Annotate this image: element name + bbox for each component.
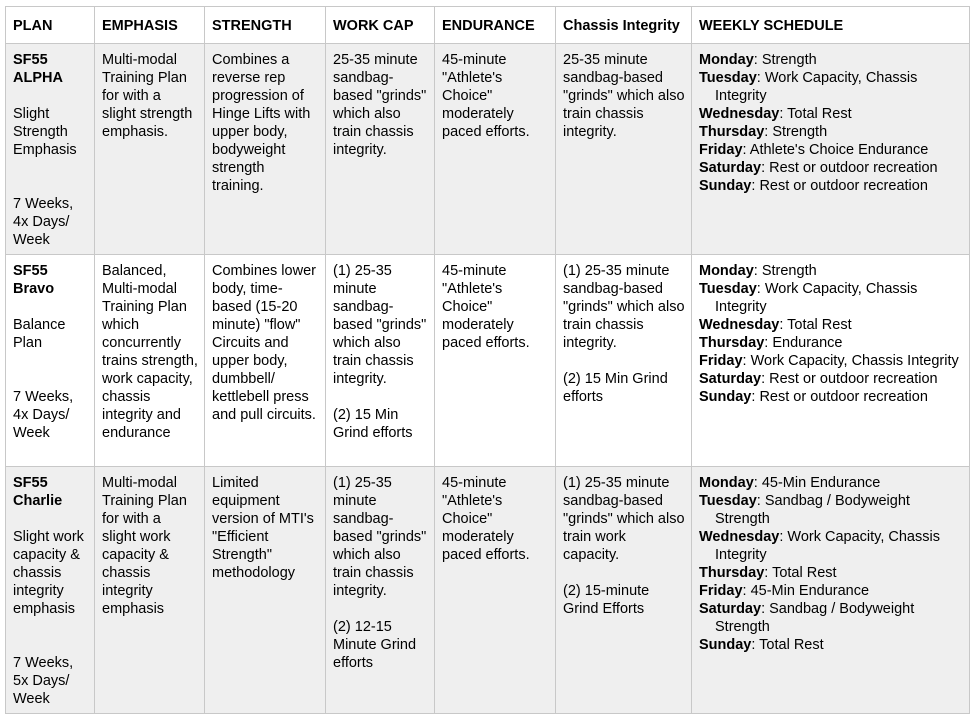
schedule-cell (692, 44, 970, 255)
day-label: Friday (699, 583, 743, 599)
work-cap-item: (1) 25-35 minute sandbag-based "grinds" which also train chassis integrity. (333, 475, 427, 599)
work-cap-cell (326, 467, 435, 714)
emphasis-cell: Multi-modal Training Plan for with a slight work capacity & chassis integrity emphasis (95, 467, 205, 714)
day-activity: Total Rest (787, 106, 852, 122)
day-activity: Rest or outdoor recreation (759, 389, 928, 405)
emphasis-cell: Multi-modal Training Plan for with a slight strength emphasis. (95, 44, 205, 255)
schedule-day: Sunday: Rest or outdoor recreation (699, 178, 928, 194)
day-activity: Rest or outdoor recreation (769, 371, 938, 387)
day-label: Sunday (699, 389, 752, 405)
day-label: Monday (699, 263, 754, 279)
chassis-item: (1) 25-35 minute sandbag-based "grinds" which also train chassis integrity. (563, 263, 685, 351)
chassis-cell (556, 44, 692, 255)
chassis-item: (2) 15 Min Grind efforts (563, 371, 668, 405)
schedule-cell (692, 467, 970, 714)
day-activity: Total Rest (787, 317, 852, 333)
strength-cell: Limited equipment version of MTI's "Efficient Strength" methodology (205, 467, 326, 714)
plan-duration: 7 Weeks, 5x Days/ Week (13, 655, 74, 707)
day-label: Tuesday (699, 70, 757, 86)
day-label: Monday (699, 52, 754, 68)
plan-cell (6, 44, 95, 255)
day-label: Tuesday (699, 493, 757, 509)
schedule-day: Friday: Work Capacity, Chassis Integrity (699, 353, 959, 369)
schedule-day: Friday: Athlete's Choice Endurance (699, 142, 929, 158)
day-activity: Athlete's Choice Endurance (749, 142, 929, 158)
plan-subtitle: Slight Strength Emphasis (13, 106, 77, 158)
endurance-cell: 45-minute "Athlete's Choice" moderately paced efforts. (435, 467, 556, 714)
day-activity: Endurance (772, 335, 843, 351)
header-weekly-schedule: WEEKLY SCHEDULE (692, 7, 970, 44)
day-activity: Work Capacity, Chassis Integrity (715, 70, 918, 104)
header-row (6, 7, 970, 44)
schedule-day: Monday: Strength (699, 263, 817, 279)
day-label: Thursday (699, 335, 765, 351)
day-activity: Total Rest (772, 565, 837, 581)
endurance-cell: 45-minute "Athlete's Choice" moderately paced efforts. (435, 44, 556, 255)
endurance-cell: 45-minute "Athlete's Choice" moderately paced efforts. (435, 255, 556, 467)
schedule-day: Friday: 45-Min Endurance (699, 583, 870, 599)
work-cap-cell (326, 44, 435, 255)
day-label: Wednesday (699, 529, 780, 545)
schedule-cell (692, 255, 970, 467)
schedule-day: Tuesday: Work Capacity, Chassis Integrity (699, 70, 918, 104)
day-label: Saturday (699, 601, 762, 617)
day-label: Friday (699, 353, 743, 369)
day-label: Sunday (699, 637, 752, 653)
schedule-day: Tuesday: Sandbag / Bodyweight Strength (699, 493, 910, 527)
plan-code: SF55 Charlie (13, 475, 63, 509)
day-label: Wednesday (699, 317, 780, 333)
header-plan: PLAN (6, 7, 95, 44)
chassis-cell (556, 255, 692, 467)
day-label: Saturday (699, 160, 762, 176)
work-cap-item: (2) 12-15 Minute Grind efforts (333, 619, 417, 671)
day-label: Thursday (699, 124, 765, 140)
day-activity: Work Capacity, Chassis Integrity (715, 281, 918, 315)
day-activity: Work Capacity, Chassis Integrity (750, 353, 959, 369)
chassis-item: (1) 25-35 minute sandbag-based "grinds" which also train work capacity. (563, 475, 685, 563)
schedule-day: Saturday: Sandbag / Bodyweight Strength (699, 601, 915, 635)
chassis-item: (2) 15-minute Grind Efforts (563, 583, 650, 617)
schedule-day: Monday: 45-Min Endurance (699, 475, 881, 491)
schedule-day: Wednesday: Work Capacity, Chassis Integrity (699, 529, 940, 563)
training-plan-table-wrapper (5, 6, 970, 714)
schedule-day: Sunday: Total Rest (699, 637, 824, 653)
day-activity: Work Capacity, Chassis Integrity (715, 529, 940, 563)
schedule-day: Thursday: Total Rest (699, 565, 837, 581)
day-label: Tuesday (699, 281, 757, 297)
day-label: Saturday (699, 371, 762, 387)
header-work-cap: WORK CAP (326, 7, 435, 44)
table-row (6, 467, 970, 714)
schedule-day: Thursday: Endurance (699, 335, 843, 351)
header-strength: STRENGTH (205, 7, 326, 44)
chassis-item: 25-35 minute sandbag-based "grinds" which also train chassis integrity. (563, 52, 685, 140)
day-activity: 45-Min Endurance (750, 583, 870, 599)
header-emphasis: EMPHASIS (95, 7, 205, 44)
header-endurance: ENDURANCE (435, 7, 556, 44)
schedule-day: Monday: Strength (699, 52, 817, 68)
plan-code: SF55 ALPHA (13, 52, 63, 86)
schedule-day: Saturday: Rest or outdoor recreation (699, 371, 938, 387)
plan-cell (6, 467, 95, 714)
emphasis-cell: Balanced, Multi-modal Training Plan which concurrently trains strength, work capacity, chassis integrity and endurance (95, 255, 205, 467)
plan-duration: 7 Weeks, 4x Days/ Week (13, 389, 74, 441)
schedule-day: Wednesday: Total Rest (699, 106, 852, 122)
plan-cell (6, 255, 95, 467)
work-cap-item: (1) 25-35 minute sandbag-based "grinds" which also train chassis integrity. (333, 263, 427, 387)
strength-cell: Combines lower body, time-based (15-20 minute) "flow" Circuits and upper body, dumbbell/ kettlebell press and pull circuits. (205, 255, 326, 467)
schedule-day: Wednesday: Total Rest (699, 317, 852, 333)
plan-subtitle: Balance Plan (13, 317, 66, 351)
day-activity: Rest or outdoor recreation (769, 160, 938, 176)
table-row (6, 255, 970, 467)
training-plan-table (5, 6, 970, 714)
day-activity: Total Rest (759, 637, 824, 653)
header-chassis-integrity: Chassis Integrity (556, 7, 692, 44)
plan-code: SF55 Bravo (13, 263, 55, 297)
strength-cell: Combines a reverse rep progression of Hinge Lifts with upper body, bodyweight strength training. (205, 44, 326, 255)
day-label: Wednesday (699, 106, 780, 122)
schedule-day: Tuesday: Work Capacity, Chassis Integrity (699, 281, 918, 315)
work-cap-cell (326, 255, 435, 467)
schedule-day: Sunday: Rest or outdoor recreation (699, 389, 928, 405)
work-cap-item: 25-35 minute sandbag-based "grinds" which also train chassis integrity. (333, 52, 427, 158)
work-cap-item: (2) 15 Min Grind efforts (333, 407, 413, 441)
day-label: Monday (699, 475, 754, 491)
schedule-day: Saturday: Rest or outdoor recreation (699, 160, 938, 176)
day-label: Thursday (699, 565, 765, 581)
day-activity: Strength (772, 124, 828, 140)
day-activity: Rest or outdoor recreation (759, 178, 928, 194)
day-activity: Strength (761, 263, 817, 279)
day-label: Friday (699, 142, 743, 158)
chassis-cell (556, 467, 692, 714)
day-activity: Sandbag / Bodyweight Strength (715, 493, 910, 527)
plan-subtitle: Slight work capacity & chassis integrity emphasis (13, 529, 84, 617)
day-activity: Strength (761, 52, 817, 68)
schedule-day: Thursday: Strength (699, 124, 828, 140)
day-label: Sunday (699, 178, 752, 194)
day-activity: 45-Min Endurance (761, 475, 881, 491)
day-activity: Sandbag / Bodyweight Strength (715, 601, 915, 635)
table-row (6, 44, 970, 255)
plan-duration: 7 Weeks, 4x Days/ Week (13, 196, 74, 248)
